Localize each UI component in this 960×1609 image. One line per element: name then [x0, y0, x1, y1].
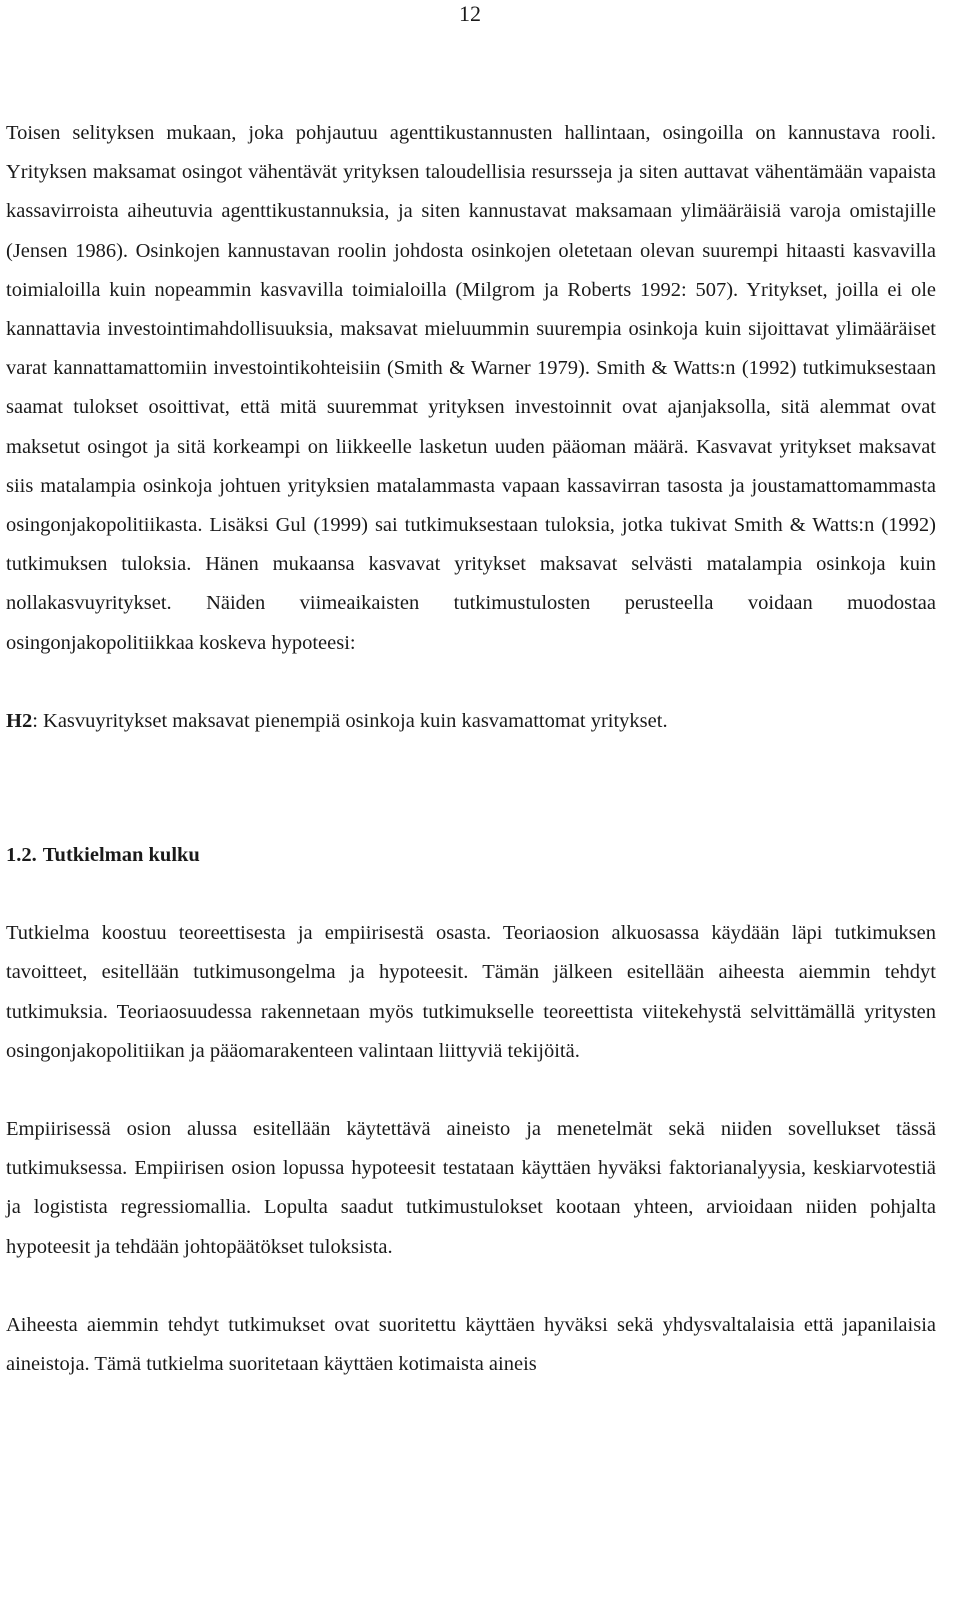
paragraph-empirical-section: Empiirisessä osion alussa esitellään käytettävä aineisto ja menetelmät sekä niiden sovellukset tässä tutkimuksessa. Empiirisen osion lopussa hypoteesit testataan käyttäen hyväksi faktorianalyysia, keskiarvotestiä ja logistista regressiomallia. Lopulta saadut tutkimustulokset kootaan yhteen, arvioidaan niiden pohjalta hypoteesit ja tehdään johtopäätökset tuloksista. — [6, 1118, 936, 1258]
paragraph-prior-research: Aiheesta aiemmin tehdyt tutkimukset ovat suoritettu käyttäen hyväksi sekä yhdysvaltalaisia että japanilaisia aineistoja. Tämä tutkielma suoritetaan käyttäen kotimaista aineis — [6, 1313, 936, 1376]
page-number: 12 — [459, 1, 481, 26]
hypothesis-h2 — [6, 702, 936, 741]
page-content — [6, 114, 936, 1384]
hypothesis-text: : Kasvuyritykset maksavat pienempiä osinkoja kuin kasvamattomat yritykset. — [32, 709, 668, 732]
paragraph-dividend-incentive-role: Toisen selityksen mukaan, joka pohjautuu agenttikustannusten hallintaan, osingoilla on kannustava rooli. Yrityksen maksamat osingot vähentävät yrityksen taloudellisia resursseja ja siten auttavat vähentämään vapaista kassavirroista aiheutuvia agenttikustannuksia, ja siten kannustavat maksamaan ylimääräisiä varoja omistajille (Jensen 1986). Osinkojen kannustavan roolin johdosta osinkojen oletetaan olevan suurempi hitaasti kasvavilla toimialoilla kuin nopeammin kasvavilla toimialoilla (Milgrom ja Roberts 1992: 507). Yritykset, joilla ei ole kannattavia investointimahdollisuuksia, maksavat mieluummin suurempia osinkoja kuin sijoittavat ylimääräiset varat kannattamattomiin investointikohteisiin (Smith & Warner 1979). Smith & Watts:n (1992) tutkimuksestaan saamat tulokset osoittivat, että mitä suuremmat yrityksen investoinnit ovat ajanjaksolla, sitä alemmat ovat maksetut osingot ja sitä korkeampi on liikkeelle lasketun uuden pääoman määrä. Kasvavat yritykset maksavat siis matalampia osinkoja johtuen yrityksien matalammasta vapaan kassavirran tasosta ja joustamattomammasta osingonjakopolitiikasta. Lisäksi Gul (1999) sai tutkimuksestaan tuloksia, jotka tukivat Smith & Watts:n (1992) tutkimuksen tuloksia. Hänen mukaansa kasvavat yritykset maksavat selvästi matalampia osinkoja kuin nollakasvuyritykset. Näiden viimeaikaisten tutkimustulosten perusteella voidaan muodostaa osingonjakopolitiikkaa koskeva hypoteesi: — [6, 122, 936, 654]
section-title: Tutkielman kulku — [42, 844, 200, 867]
section-number: 1.2. — [6, 844, 37, 867]
hypothesis-label: H2 — [6, 709, 33, 732]
section-heading — [6, 836, 936, 875]
paragraph-thesis-structure: Tutkielma koostuu teoreettisesta ja empiirisestä osasta. Teoriaosion alkuosassa käydään läpi tutkimuksen tavoitteet, esitellään tutkimusongelma ja hypoteesit. Tämän jälkeen esitellään aiheesta aiemmin tehdyt tutkimuksia. Teoriaosuudessa rakennetaan myös tutkimukselle teoreettista viitekehystä selvittämällä yritysten osingonjakopolitiikan ja pääomarakenteen valintaan liittyviä tekijöitä. — [6, 922, 936, 1062]
